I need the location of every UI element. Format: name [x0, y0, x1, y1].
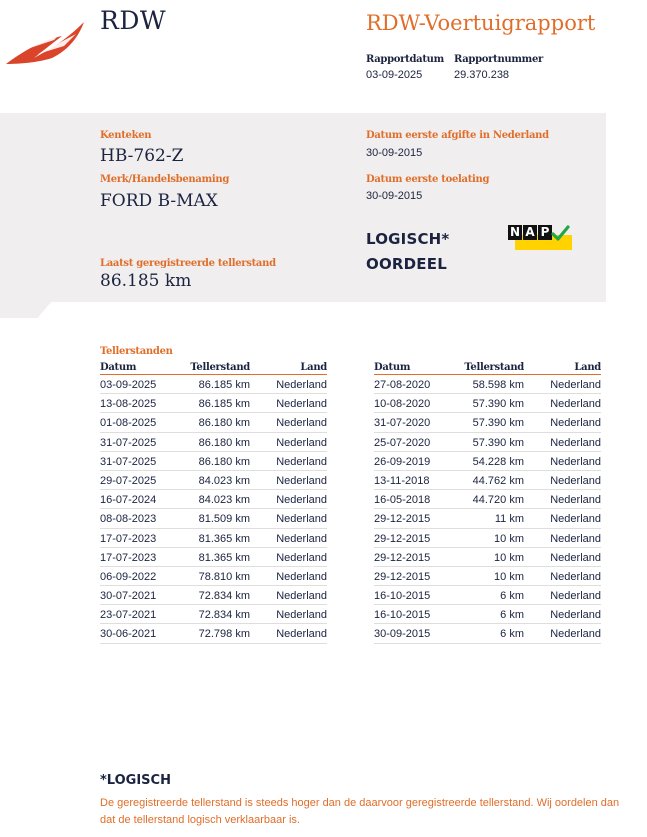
plate-label: Kenteken [100, 130, 152, 141]
nap-letter-p: P [538, 225, 552, 240]
cell-country: Nederland [276, 474, 327, 487]
table-row [100, 529, 327, 548]
table-header [100, 361, 327, 375]
table-row [374, 471, 601, 490]
cell-country: Nederland [550, 455, 601, 468]
cell-reading: 81.509 km [198, 513, 250, 526]
table-row [100, 548, 327, 567]
table-row [100, 413, 327, 432]
cell-date: 25-07-2020 [374, 436, 431, 449]
cell-country: Nederland [550, 474, 601, 487]
cell-date: 08-08-2023 [100, 513, 157, 526]
table-row [374, 490, 601, 509]
cell-country: Nederland [276, 532, 327, 545]
cell-country: Nederland [276, 590, 327, 603]
table-row [100, 567, 327, 586]
cell-reading: 86.180 km [198, 417, 250, 430]
table-row [374, 509, 601, 528]
cell-reading: 57.390 km [472, 417, 524, 430]
cell-date: 29-12-2015 [374, 570, 431, 583]
column-header-reading: Tellerstand [190, 362, 250, 373]
cell-date: 03-09-2025 [100, 379, 157, 391]
table-row [374, 605, 601, 624]
table-row [374, 624, 601, 643]
nap-letter-a: A [523, 225, 537, 240]
cell-date: 16-07-2024 [100, 494, 157, 507]
cell-date: 01-08-2025 [100, 417, 157, 430]
table-row [374, 413, 601, 432]
cell-date: 17-07-2023 [100, 551, 157, 564]
cell-country: Nederland [550, 417, 601, 430]
cell-country: Nederland [276, 628, 327, 641]
cell-date: 30-09-2015 [374, 628, 431, 641]
table-row [100, 394, 327, 413]
table-row [100, 490, 327, 509]
column-header-country: Land [574, 362, 601, 373]
last-odometer-value: 86.185 km [100, 271, 192, 291]
cell-date: 23-07-2021 [100, 609, 157, 622]
cell-reading: 86.185 km [198, 379, 250, 391]
make-label: Merk/Handelsbenaming [100, 174, 230, 185]
cell-reading: 72.798 km [198, 628, 250, 641]
cell-date: 31-07-2025 [100, 436, 157, 449]
table-row [374, 529, 601, 548]
cell-country: Nederland [550, 494, 601, 507]
cell-reading: 86.180 km [198, 455, 250, 468]
cell-date: 17-07-2023 [100, 532, 157, 545]
table-row [100, 586, 327, 605]
first-admission-date: 30-09-2015 [366, 190, 423, 202]
brand-name: RDW [100, 6, 167, 35]
cell-date: 30-07-2021 [100, 590, 157, 603]
column-header-country: Land [300, 362, 327, 373]
cell-reading: 84.023 km [198, 474, 250, 487]
cell-country: Nederland [550, 628, 601, 641]
cell-country: Nederland [276, 436, 327, 449]
cell-date: 26-09-2019 [374, 455, 431, 468]
cell-reading: 86.185 km [198, 398, 250, 411]
cell-reading: 72.834 km [198, 609, 250, 622]
first-issue-nl-date: 30-09-2015 [366, 147, 423, 159]
table-row [374, 548, 601, 567]
verdict-logisch: LOGISCH* [366, 230, 450, 248]
cell-reading: 57.390 km [472, 436, 524, 449]
cell-country: Nederland [550, 590, 601, 603]
vehicle-panel [0, 113, 606, 302]
first-issue-nl-label: Datum eerste afgifte in Nederland [366, 130, 549, 141]
cell-date: 06-09-2022 [100, 570, 157, 583]
cell-country: Nederland [550, 379, 601, 391]
cell-reading: 10 km [494, 551, 524, 564]
cell-reading: 6 km [500, 609, 524, 622]
first-admission-label: Datum eerste toelating [366, 174, 490, 185]
odometer-section-title: Tellerstanden [100, 346, 173, 357]
cell-date: 13-11-2018 [374, 474, 430, 487]
checkmark-icon [551, 225, 570, 242]
cell-reading: 78.810 km [198, 570, 250, 583]
verdict-oordeel: OORDEEL [366, 255, 447, 273]
report-date: 03-09-2025 [366, 69, 423, 81]
cell-reading: 84.023 km [198, 494, 250, 507]
cell-reading: 81.365 km [198, 551, 250, 564]
cell-date: 29-12-2015 [374, 513, 431, 526]
table-row [374, 394, 601, 413]
table-row [100, 433, 327, 452]
odometer-table-right [374, 361, 601, 644]
cell-country: Nederland [550, 436, 601, 449]
rdw-logo-icon [4, 22, 88, 68]
vehicle-make: FORD B-MAX [100, 191, 218, 211]
table-row [100, 605, 327, 624]
report-title: RDW-Voertuigrapport [366, 11, 596, 35]
cell-reading: 81.365 km [198, 532, 250, 545]
cell-reading: 11 km [494, 513, 524, 526]
cell-reading: 57.390 km [472, 398, 524, 411]
table-row [374, 375, 601, 394]
cell-reading: 72.834 km [198, 590, 250, 603]
license-plate: HB-762-Z [100, 146, 184, 166]
table-row [100, 452, 327, 471]
cell-date: 29-12-2015 [374, 532, 431, 545]
cell-date: 10-08-2020 [374, 398, 431, 411]
last-odometer-label: Laatst geregistreerde tellerstand [100, 258, 276, 269]
cell-country: Nederland [550, 551, 601, 564]
cell-reading: 54.228 km [472, 455, 524, 468]
table-row [100, 471, 327, 490]
odometer-table-left [100, 361, 327, 644]
cell-country: Nederland [276, 455, 327, 468]
cell-country: Nederland [276, 417, 327, 430]
cell-reading: 10 km [494, 532, 524, 545]
table-row [374, 567, 601, 586]
cell-country: Nederland [276, 513, 327, 526]
footnote-text: De geregistreerde tellerstand is steeds hoger dan de daarvoor geregistreerde tellerstand. Wij oordelen dan dat de tellerstand logisch verklaarbaar is. [100, 797, 620, 826]
cell-date: 31-07-2025 [100, 455, 157, 468]
cell-reading: 44.762 km [472, 474, 524, 487]
cell-reading: 44.720 km [472, 494, 524, 507]
cell-date: 13-08-2025 [100, 398, 157, 411]
table-row [374, 433, 601, 452]
cell-date: 16-10-2015 [374, 609, 431, 622]
cell-date: 16-10-2015 [374, 590, 431, 603]
cell-date: 27-08-2020 [374, 379, 431, 391]
cell-date: 30-06-2021 [100, 628, 157, 641]
cell-reading: 6 km [500, 590, 524, 603]
cell-country: Nederland [276, 494, 327, 507]
table-row [100, 375, 327, 394]
cell-country: Nederland [276, 609, 327, 622]
vehicle-panel-tail [0, 301, 52, 318]
cell-country: Nederland [550, 570, 601, 583]
cell-date: 29-12-2015 [374, 551, 431, 564]
column-header-date: Datum [374, 362, 411, 373]
table-header [374, 361, 601, 375]
nap-logo [508, 225, 572, 251]
table-row [374, 452, 601, 471]
cell-date: 29-07-2025 [100, 474, 157, 487]
cell-country: Nederland [550, 398, 601, 411]
cell-reading: 86.180 km [198, 436, 250, 449]
cell-country: Nederland [276, 398, 327, 411]
column-header-date: Datum [100, 362, 137, 373]
table-row [100, 624, 327, 643]
table-row [374, 586, 601, 605]
column-header-reading: Tellerstand [464, 362, 524, 373]
cell-date: 16-05-2018 [374, 494, 431, 507]
report-number-label: Rapportnummer [454, 54, 543, 65]
cell-reading: 58.598 km [472, 379, 524, 391]
footnote-title: *LOGISCH [100, 773, 171, 788]
cell-country: Nederland [550, 609, 601, 622]
cell-reading: 10 km [494, 570, 524, 583]
report-number: 29.370.238 [454, 69, 510, 81]
report-date-label: Rapportdatum [366, 54, 444, 65]
cell-reading: 6 km [500, 628, 524, 641]
table-row [100, 509, 327, 528]
cell-country: Nederland [276, 551, 327, 564]
cell-country: Nederland [550, 532, 601, 545]
cell-country: Nederland [276, 379, 327, 391]
cell-country: Nederland [550, 513, 601, 526]
cell-country: Nederland [276, 570, 327, 583]
cell-date: 31-07-2020 [374, 417, 431, 430]
nap-letter-n: N [509, 225, 521, 239]
